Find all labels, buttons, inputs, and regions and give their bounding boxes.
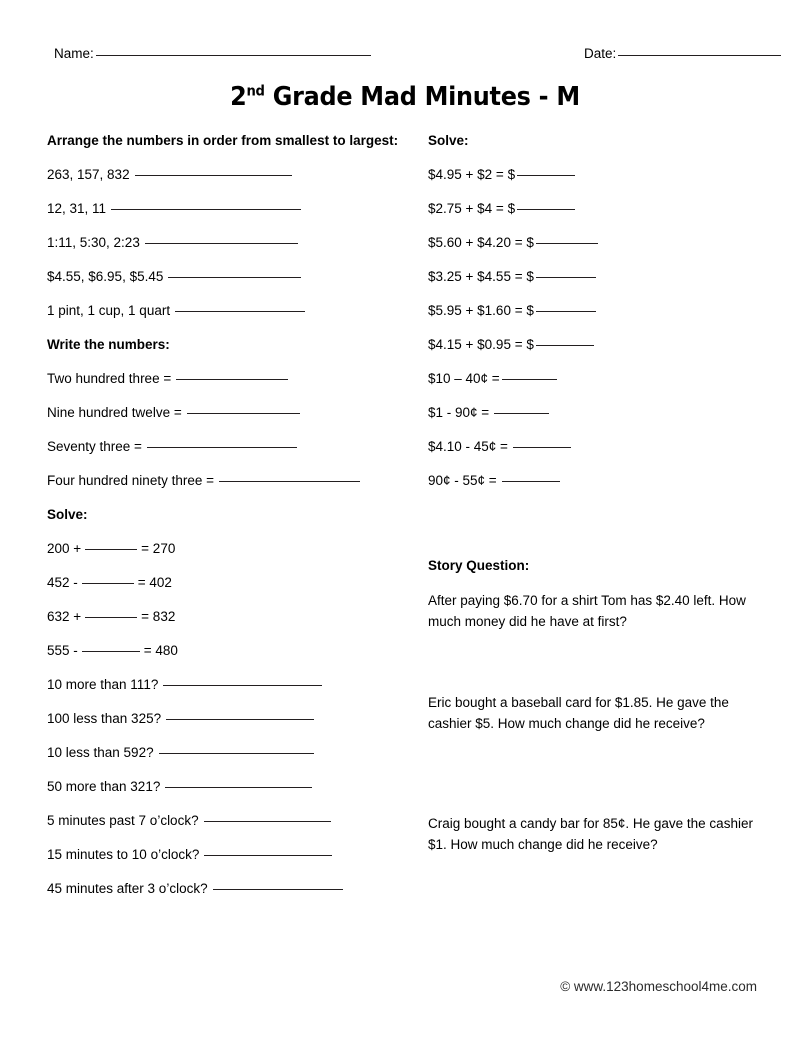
write-number-text: Nine hundred twelve = — [47, 405, 182, 420]
money-problem-text: $1 - 90¢ = — [428, 405, 490, 420]
money-problem-text: 90¢ - 55¢ = — [428, 473, 497, 488]
answer-blank[interactable] — [517, 175, 575, 176]
money-problem — [428, 199, 780, 233]
equation-left-operand: 632 + — [47, 609, 82, 624]
arrange-item-text: 263, 157, 832 — [47, 167, 130, 182]
equation-row — [47, 573, 417, 607]
money-problem — [428, 335, 780, 369]
answer-blank[interactable] — [219, 481, 360, 482]
section-heading-solve-left: Solve: — [47, 507, 88, 522]
money-problem-text: $4.15 + $0.95 = $ — [428, 337, 534, 352]
worksheet-header — [0, 46, 810, 70]
answer-blank[interactable] — [204, 821, 331, 822]
equation-row — [47, 641, 417, 675]
arrange-item-text: 1:11, 5:30, 2:23 — [47, 235, 140, 250]
spacer — [428, 505, 780, 539]
number-sense-question — [47, 675, 417, 709]
arrange-item — [47, 233, 417, 267]
answer-blank[interactable] — [204, 855, 332, 856]
story-question-item: Eric bought a baseball card for $1.85. He gave the cashier $5. How much change did he receive? — [428, 695, 729, 731]
answer-blank[interactable] — [517, 209, 575, 210]
time-question — [47, 879, 417, 913]
answer-blank[interactable] — [536, 277, 596, 278]
money-problem-text: $5.95 + $1.60 = $ — [428, 303, 534, 318]
time-question — [47, 845, 417, 879]
write-number-text: Four hundred ninety three = — [47, 473, 214, 488]
equation-blank[interactable] — [82, 651, 140, 652]
number-sense-question — [47, 777, 417, 811]
section-heading-write-numbers: Write the numbers: — [47, 337, 170, 352]
arrange-item — [47, 199, 417, 233]
equation-row — [47, 539, 417, 573]
question-text: 50 more than 321? — [47, 779, 161, 794]
answer-blank[interactable] — [213, 889, 343, 890]
answer-blank[interactable] — [176, 379, 288, 380]
answer-blank[interactable] — [536, 311, 596, 312]
write-number-item — [47, 369, 417, 403]
answer-blank[interactable] — [187, 413, 300, 414]
answer-blank[interactable] — [159, 753, 314, 754]
answer-blank[interactable] — [111, 209, 301, 210]
right-column — [428, 131, 780, 855]
answer-blank[interactable] — [494, 413, 549, 414]
equation-blank[interactable] — [85, 617, 137, 618]
spacer — [428, 539, 780, 556]
money-problem — [428, 267, 780, 301]
answer-blank[interactable] — [168, 277, 301, 278]
question-text: 15 minutes to 10 o’clock? — [47, 847, 200, 862]
equation-result: = 480 — [143, 643, 178, 658]
equation-left-operand: 555 - — [47, 643, 78, 658]
number-sense-question — [47, 743, 417, 777]
money-problem — [428, 301, 780, 335]
title-ordinal-suffix: nd — [246, 83, 265, 100]
arrange-item — [47, 301, 417, 335]
number-sense-question — [47, 709, 417, 743]
arrange-item-text: 1 pint, 1 cup, 1 quart — [47, 303, 171, 318]
name-field[interactable] — [54, 46, 371, 61]
section-heading-arrange: Arrange the numbers in order from smallest to largest: — [47, 133, 399, 148]
date-write-line[interactable] — [618, 55, 781, 56]
question-text: 10 more than 111? — [47, 677, 159, 692]
story-question-item: Craig bought a candy bar for 85¢. He gave the cashier $1. How much change did he receive? — [428, 816, 753, 852]
left-column — [47, 131, 417, 913]
money-problem — [428, 233, 780, 267]
question-text: 100 less than 325? — [47, 711, 162, 726]
write-number-text: Two hundred three = — [47, 371, 172, 386]
write-number-item — [47, 471, 417, 505]
footer-copyright: © www.123homeschool4me.com — [560, 979, 757, 994]
money-problem — [428, 471, 780, 505]
answer-blank[interactable] — [163, 685, 322, 686]
name-write-line[interactable] — [96, 55, 371, 56]
money-problem — [428, 369, 780, 403]
money-problem-text: $5.60 + $4.20 = $ — [428, 235, 534, 250]
equation-left-operand: 452 - — [47, 575, 78, 590]
write-number-text: Seventy three = — [47, 439, 142, 454]
money-problem-text: $3.25 + $4.55 = $ — [428, 269, 534, 284]
date-field[interactable] — [584, 46, 781, 61]
equation-result: = 832 — [141, 609, 176, 624]
answer-blank[interactable] — [166, 719, 314, 720]
equation-left-operand: 200 + — [47, 541, 82, 556]
arrange-item-text: $4.55, $6.95, $5.45 — [47, 269, 164, 284]
equation-blank[interactable] — [82, 583, 134, 584]
answer-blank[interactable] — [502, 379, 557, 380]
date-label: Date: — [584, 46, 617, 61]
arrange-item — [47, 165, 417, 199]
question-text: 45 minutes after 3 o’clock? — [47, 881, 208, 896]
answer-blank[interactable] — [145, 243, 298, 244]
story-question-item: After paying $6.70 for a shirt Tom has $2.40 left. How much money did he have at first? — [428, 593, 746, 629]
write-number-item — [47, 403, 417, 437]
time-question — [47, 811, 417, 845]
title-rest: Grade Mad Minutes - M — [264, 82, 580, 112]
money-problem-text: $4.10 - 45¢ = — [428, 439, 508, 454]
write-number-item — [47, 437, 417, 471]
title-lead: 2 — [230, 82, 247, 112]
answer-blank[interactable] — [513, 447, 571, 448]
equation-result: = 270 — [141, 541, 176, 556]
arrange-item — [47, 267, 417, 301]
money-problem-text: $2.75 + $4 = $ — [428, 201, 516, 216]
answer-blank[interactable] — [135, 175, 292, 176]
money-problem-text: $4.95 + $2 = $ — [428, 167, 516, 182]
section-heading-solve-right: Solve: — [428, 133, 469, 148]
arrange-item-text: 12, 31, 11 — [47, 201, 107, 216]
answer-blank[interactable] — [147, 447, 297, 448]
money-problem — [428, 437, 780, 471]
equation-row — [47, 607, 417, 641]
equation-blank[interactable] — [85, 549, 137, 550]
money-problem-text: $10 – 40¢ = — [428, 371, 500, 386]
question-text: 10 less than 592? — [47, 745, 154, 760]
equation-result: = 402 — [137, 575, 172, 590]
answer-blank[interactable] — [175, 311, 305, 312]
answer-blank[interactable] — [502, 481, 560, 482]
section-heading-story-question: Story Question: — [428, 558, 530, 573]
name-label: Name: — [54, 46, 94, 61]
page-title — [32, 82, 777, 112]
question-text: 5 minutes past 7 o’clock? — [47, 813, 199, 828]
answer-blank[interactable] — [536, 345, 594, 346]
money-problem — [428, 165, 780, 199]
money-problem — [428, 403, 780, 437]
answer-blank[interactable] — [536, 243, 598, 244]
answer-blank[interactable] — [165, 787, 312, 788]
